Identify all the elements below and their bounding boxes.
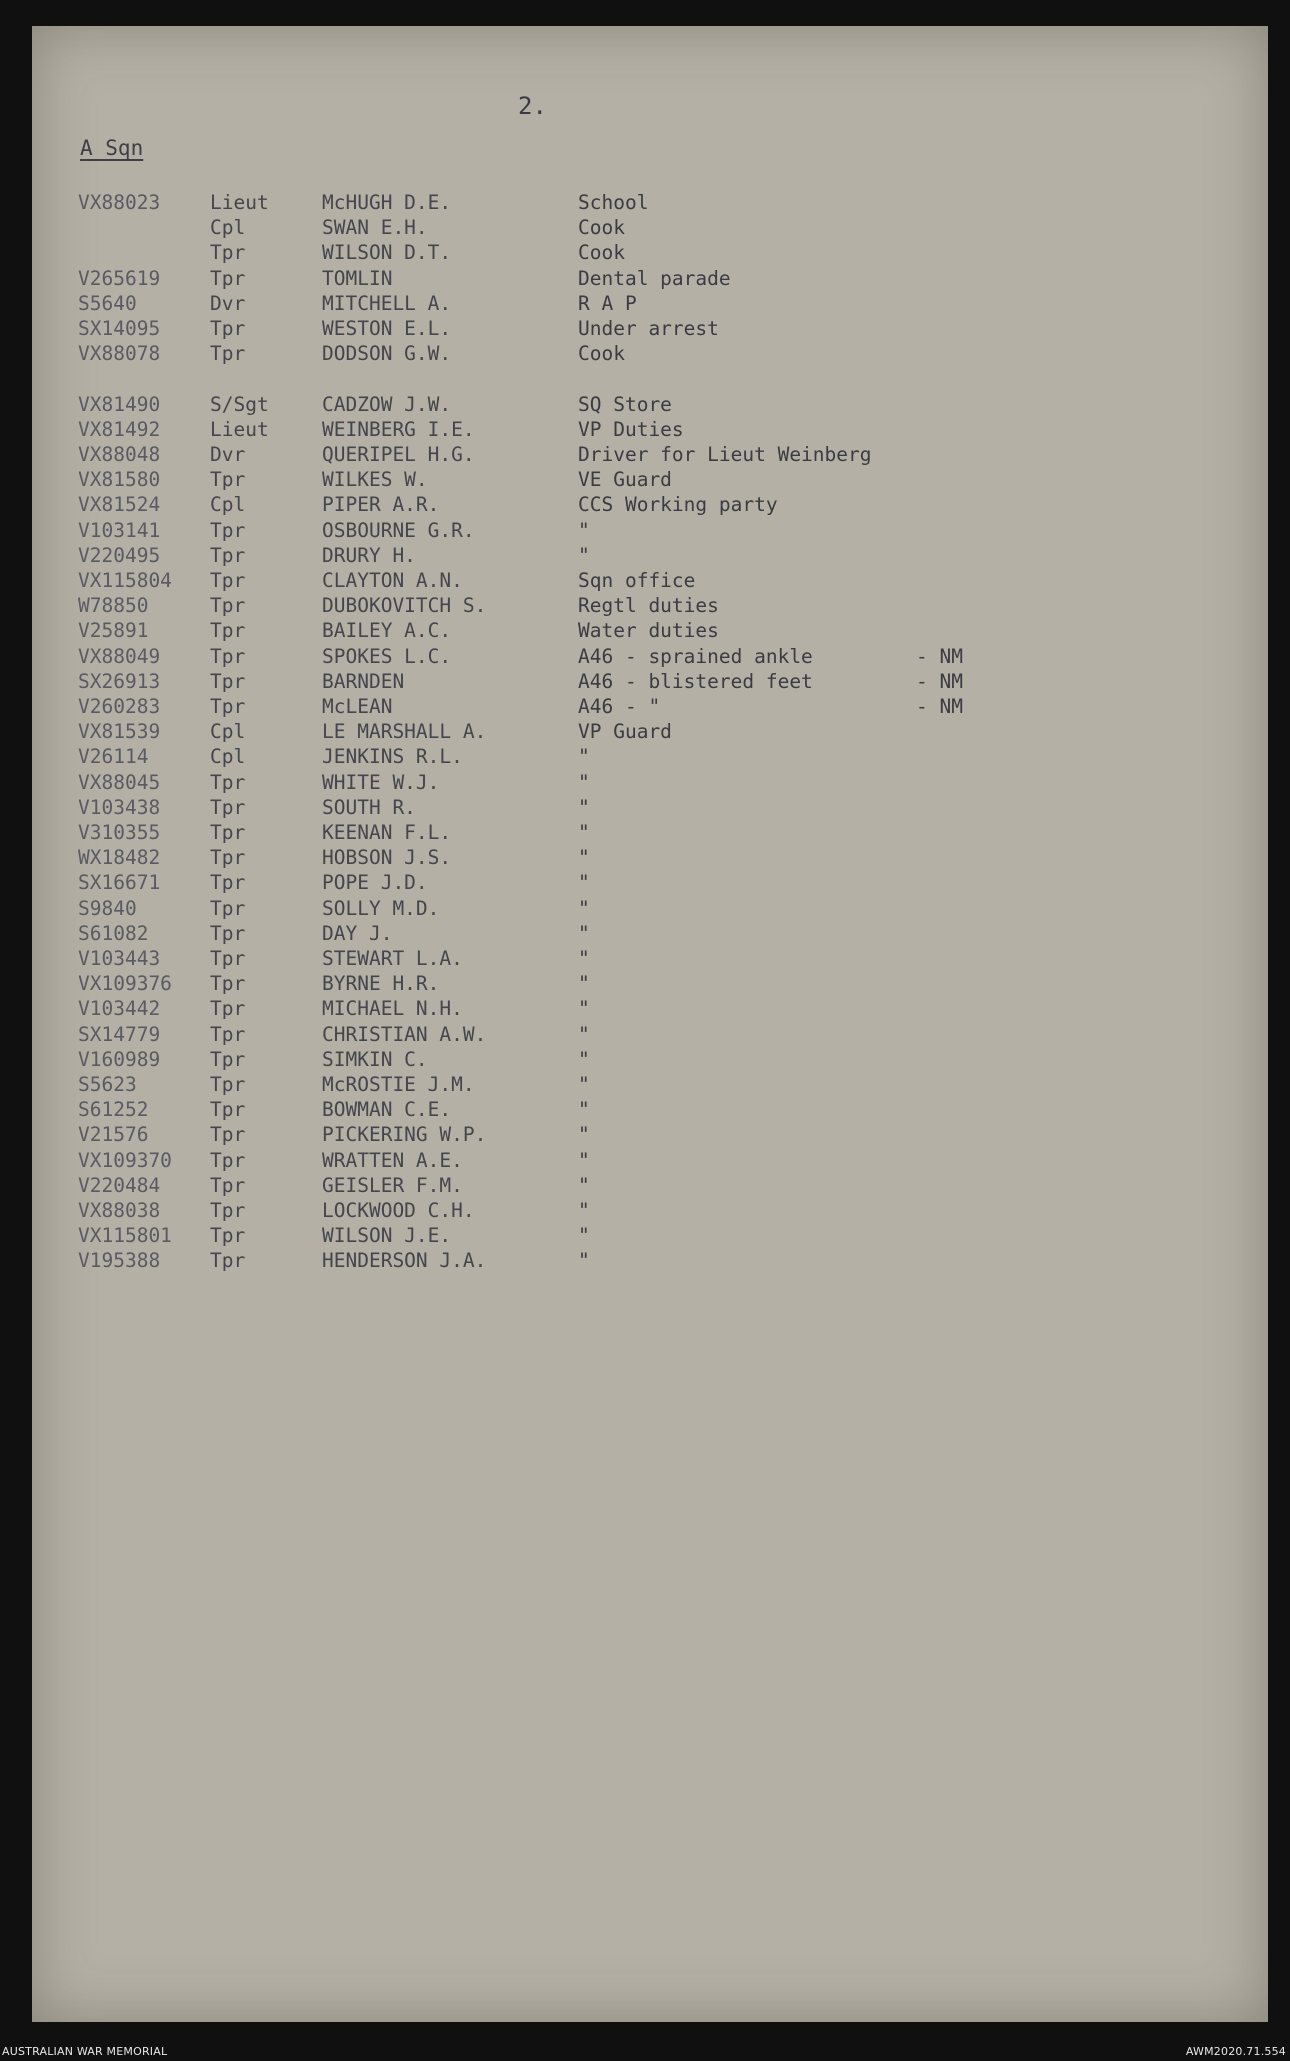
service-number: V160989 xyxy=(78,1047,161,1071)
member-name: HENDERSON J.A. xyxy=(322,1249,487,1273)
rank: Tpr xyxy=(210,317,246,340)
roster-row xyxy=(32,946,1268,971)
member-name: WRATTEN A.E. xyxy=(322,1148,463,1172)
roster-row xyxy=(32,1097,1268,1122)
roster-row xyxy=(32,845,1268,870)
rank: Lieut xyxy=(210,191,269,214)
rank: S/Sgt xyxy=(210,392,269,416)
member-name: SOLLY M.D. xyxy=(322,896,440,920)
duty: " xyxy=(578,1148,590,1172)
duty: " xyxy=(578,795,590,819)
rank: Dvr xyxy=(210,291,246,315)
rank: Tpr xyxy=(210,972,246,996)
roster-row xyxy=(32,896,1268,921)
service-number: V103443 xyxy=(78,947,161,970)
member-name: HOBSON J.S. xyxy=(322,846,452,870)
service-number: VX88048 xyxy=(78,443,161,466)
roster-row xyxy=(32,492,1268,517)
duty: Dental parade xyxy=(578,266,731,290)
member-name: JENKINS R.L. xyxy=(322,745,463,769)
duty: Cook xyxy=(578,342,625,366)
member-name: KEENAN F.L. xyxy=(322,821,452,844)
roster-row xyxy=(32,1198,1268,1223)
roster-row xyxy=(32,518,1268,543)
duty: " xyxy=(578,1073,590,1096)
service-number: WX18482 xyxy=(78,846,161,870)
member-name: DODSON G.W. xyxy=(322,342,452,366)
member-name: WESTON E.L. xyxy=(322,317,452,340)
duty: Regtl duties xyxy=(578,594,719,618)
duty: CCS Working party xyxy=(578,493,778,517)
service-number: W78850 xyxy=(78,594,149,618)
roster-row xyxy=(32,392,1268,417)
roster-row xyxy=(32,543,1268,568)
section-title: A Sqn xyxy=(80,136,144,160)
member-name: CHRISTIAN A.W. xyxy=(322,1022,487,1046)
member-name: OSBOURNE G.R. xyxy=(322,518,475,542)
rank: Tpr xyxy=(210,241,246,265)
roster-row xyxy=(32,618,1268,643)
service-number: V195388 xyxy=(78,1249,161,1273)
roster-row xyxy=(32,795,1268,820)
footer-archive-name: AUSTRALIAN WAR MEMORIAL xyxy=(2,2045,168,2058)
rank: Tpr xyxy=(210,1224,246,1248)
duty: Cook xyxy=(578,216,625,240)
roster-row xyxy=(32,568,1268,593)
duty: " xyxy=(578,1199,590,1222)
rank: Tpr xyxy=(210,543,246,567)
rank: Tpr xyxy=(210,947,246,970)
rank: Dvr xyxy=(210,443,246,466)
member-name: DRURY H. xyxy=(322,543,416,567)
roster-row xyxy=(32,644,1268,669)
roster-row xyxy=(32,593,1268,618)
service-number: V220495 xyxy=(78,543,161,567)
member-name: LOCKWOOD C.H. xyxy=(322,1199,475,1222)
service-number: V103438 xyxy=(78,795,161,819)
service-number: SX14095 xyxy=(78,317,161,340)
rank: Tpr xyxy=(210,619,246,643)
service-number: V103141 xyxy=(78,518,161,542)
duty: Water duties xyxy=(578,619,719,643)
member-name: WHITE W.J. xyxy=(322,770,440,794)
member-name: LE MARSHALL A. xyxy=(322,720,487,744)
duty: " xyxy=(578,1249,590,1273)
status-flag: - NM xyxy=(916,644,963,668)
roster-row xyxy=(32,240,1268,265)
rank: Tpr xyxy=(210,266,246,290)
duty: " xyxy=(578,871,590,895)
service-number: V21576 xyxy=(78,1123,149,1147)
duty: " xyxy=(578,972,590,996)
duty: School xyxy=(578,191,649,214)
member-name: GEISLER F.M. xyxy=(322,1173,463,1197)
duty: A46 - " xyxy=(578,695,661,718)
rank: Tpr xyxy=(210,1022,246,1046)
roster-row xyxy=(32,190,1268,215)
duty: " xyxy=(578,1224,590,1248)
service-number: VX81490 xyxy=(78,392,161,416)
duty: A46 - sprained ankle xyxy=(578,644,813,668)
service-number: V25891 xyxy=(78,619,149,643)
rank: Tpr xyxy=(210,997,246,1021)
rank: Tpr xyxy=(210,1073,246,1096)
duty: Driver for Lieut Weinberg xyxy=(578,443,872,466)
roster-row xyxy=(32,1148,1268,1173)
duty: " xyxy=(578,1022,590,1046)
rank: Tpr xyxy=(210,1047,246,1071)
member-name: WILSON D.T. xyxy=(322,241,452,265)
member-name: McROSTIE J.M. xyxy=(322,1073,475,1096)
service-number: VX81539 xyxy=(78,720,161,744)
roster-row xyxy=(32,770,1268,795)
duty: " xyxy=(578,821,590,844)
duty: " xyxy=(578,921,590,945)
member-name: TOMLIN xyxy=(322,266,393,290)
duty: " xyxy=(578,1173,590,1197)
roster-row xyxy=(32,341,1268,366)
member-name: BAILEY A.C. xyxy=(322,619,452,643)
duty: " xyxy=(578,770,590,794)
rank: Tpr xyxy=(210,1249,246,1273)
service-number: VX115801 xyxy=(78,1224,172,1248)
rank: Tpr xyxy=(210,644,246,668)
roster-row xyxy=(32,1072,1268,1097)
member-name: QUERIPEL H.G. xyxy=(322,443,475,466)
duty: " xyxy=(578,1098,590,1122)
roster-row xyxy=(32,1173,1268,1198)
rank: Tpr xyxy=(210,1173,246,1197)
member-name: CLAYTON A.N. xyxy=(322,569,463,592)
duty: Cook xyxy=(578,241,625,265)
member-name: MITCHELL A. xyxy=(322,291,452,315)
member-name: PICKERING W.P. xyxy=(322,1123,487,1147)
rank: Lieut xyxy=(210,417,269,441)
roster-row xyxy=(32,971,1268,996)
member-name: BYRNE H.R. xyxy=(322,972,440,996)
member-name: BOWMAN C.E. xyxy=(322,1098,452,1122)
member-name: STEWART L.A. xyxy=(322,947,463,970)
rank: Tpr xyxy=(210,695,246,718)
roster-row xyxy=(32,996,1268,1021)
duty: VE Guard xyxy=(578,468,672,492)
rank: Tpr xyxy=(210,770,246,794)
roster-row xyxy=(32,1047,1268,1072)
roster-row xyxy=(32,417,1268,442)
status-flag: - NM xyxy=(916,669,963,693)
footer-reference: AWM2020.71.554 xyxy=(1185,2045,1286,2058)
rank: Tpr xyxy=(210,518,246,542)
service-number: SX16671 xyxy=(78,871,161,895)
service-number: S9840 xyxy=(78,896,137,920)
roster-row xyxy=(32,1122,1268,1147)
roster-row xyxy=(32,366,1268,391)
duty: " xyxy=(578,997,590,1021)
rank: Tpr xyxy=(210,1098,246,1122)
member-name: SWAN E.H. xyxy=(322,216,428,240)
service-number: V310355 xyxy=(78,821,161,844)
roster-row xyxy=(32,1248,1268,1273)
service-number: S5640 xyxy=(78,291,137,315)
member-name: WEINBERG I.E. xyxy=(322,417,475,441)
service-number: S5623 xyxy=(78,1073,137,1096)
rank: Tpr xyxy=(210,468,246,492)
service-number: SX26913 xyxy=(78,669,161,693)
duty: " xyxy=(578,1047,590,1071)
duty: R A P xyxy=(578,291,637,315)
duty: A46 - blistered feet xyxy=(578,669,813,693)
member-name: BARNDEN xyxy=(322,669,405,693)
rank: Cpl xyxy=(210,720,246,744)
rank: Tpr xyxy=(210,1199,246,1222)
duty: SQ Store xyxy=(578,392,672,416)
roster-row xyxy=(32,1223,1268,1248)
service-number: V220484 xyxy=(78,1173,161,1197)
service-number: VX115804 xyxy=(78,569,172,592)
roster-row xyxy=(32,921,1268,946)
duty: Sqn office xyxy=(578,569,696,592)
rank: Tpr xyxy=(210,669,246,693)
service-number: V26114 xyxy=(78,745,149,769)
rank: Tpr xyxy=(210,795,246,819)
member-name: DUBOKOVITCH S. xyxy=(322,594,487,618)
member-name: PIPER A.R. xyxy=(322,493,440,517)
roster-row xyxy=(32,719,1268,744)
roster-row xyxy=(32,1022,1268,1047)
roster-row xyxy=(32,215,1268,240)
service-number: VX109370 xyxy=(78,1148,172,1172)
member-name: CADZOW J.W. xyxy=(322,392,452,416)
service-number: V103442 xyxy=(78,997,161,1021)
rank: Tpr xyxy=(210,921,246,945)
duty: " xyxy=(578,518,590,542)
rank: Tpr xyxy=(210,821,246,844)
duty: " xyxy=(578,896,590,920)
rank: Tpr xyxy=(210,896,246,920)
rank: Tpr xyxy=(210,1148,246,1172)
duty: VP Guard xyxy=(578,720,672,744)
service-number: VX88023 xyxy=(78,191,161,214)
roster-row xyxy=(32,870,1268,895)
service-number: VX109376 xyxy=(78,972,172,996)
member-name: DAY J. xyxy=(322,921,393,945)
service-number: VX81580 xyxy=(78,468,161,492)
service-number: V265619 xyxy=(78,266,161,290)
status-flag: - NM xyxy=(916,695,963,718)
member-name: POPE J.D. xyxy=(322,871,428,895)
duty: " xyxy=(578,543,590,567)
member-name: SOUTH R. xyxy=(322,795,416,819)
rank: Tpr xyxy=(210,342,246,366)
duty: " xyxy=(578,745,590,769)
roster-row xyxy=(32,442,1268,467)
member-name: SIMKIN C. xyxy=(322,1047,428,1071)
service-number: V260283 xyxy=(78,695,161,718)
member-name: WILKES W. xyxy=(322,468,428,492)
duty: " xyxy=(578,947,590,970)
duty: VP Duties xyxy=(578,417,684,441)
service-number: SX14779 xyxy=(78,1022,161,1046)
rank: Tpr xyxy=(210,594,246,618)
page-number: 2. xyxy=(518,92,547,120)
duty: " xyxy=(578,846,590,870)
rank: Tpr xyxy=(210,871,246,895)
member-name: MICHAEL N.H. xyxy=(322,997,463,1021)
roster-row xyxy=(32,266,1268,291)
duty: Under arrest xyxy=(578,317,719,340)
rank: Tpr xyxy=(210,569,246,592)
duty: " xyxy=(578,1123,590,1147)
roster-row xyxy=(32,744,1268,769)
member-name: McLEAN xyxy=(322,695,393,718)
rank: Cpl xyxy=(210,216,246,240)
roster-row xyxy=(32,316,1268,341)
service-number: VX81492 xyxy=(78,417,161,441)
roster-row xyxy=(32,669,1268,694)
service-number: S61252 xyxy=(78,1098,149,1122)
roster-row xyxy=(32,820,1268,845)
service-number: VX88078 xyxy=(78,342,161,366)
roster-row xyxy=(32,291,1268,316)
service-number: VX81524 xyxy=(78,493,161,517)
rank: Cpl xyxy=(210,493,246,517)
service-number: VX88049 xyxy=(78,644,161,668)
service-number: VX88045 xyxy=(78,770,161,794)
member-name: McHUGH D.E. xyxy=(322,191,452,214)
service-number: VX88038 xyxy=(78,1199,161,1222)
rank: Tpr xyxy=(210,846,246,870)
rank: Tpr xyxy=(210,1123,246,1147)
service-number: S61082 xyxy=(78,921,149,945)
roster-row xyxy=(32,467,1268,492)
rank: Cpl xyxy=(210,745,246,769)
member-name: WILSON J.E. xyxy=(322,1224,452,1248)
member-name: SPOKES L.C. xyxy=(322,644,452,668)
document-page xyxy=(32,26,1268,2022)
roster-row xyxy=(32,694,1268,719)
